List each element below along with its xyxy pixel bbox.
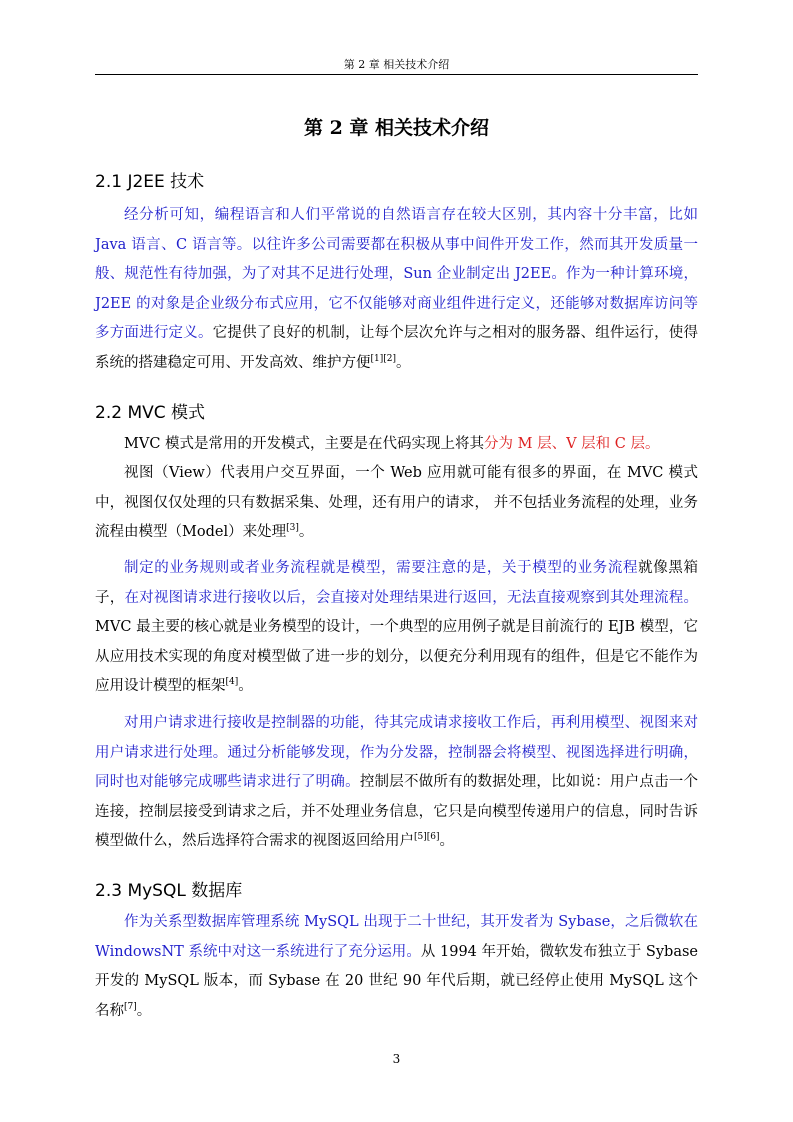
- chapter-title: 第 2 章 相关技术介绍: [303, 117, 490, 139]
- body-text: 视图（View）代表用户交互界面，一个 Web 应用就可能有很多的界面，在 MVC 模式中，视图仅仅处理的只有数据采集、处理，还有用户的请求， 并不包括业务流程的处理，业务流程由模型（Model）来处理: [95, 465, 698, 540]
- mvc-paragraph-2: 视图（View）代表用户交互界面，一个 Web 应用就可能有很多的界面，在 MVC 模式中，视图仅仅处理的只有数据采集、处理，还有用户的请求， 并不包括业务流程的处理，业务流程由模型（Model）来处理[3]。: [95, 465, 698, 540]
- section-2-1-paragraph: 经分析可知，编程语言和人们平常说的自然语言存在较大区别，其内容十分丰富，比如 Java 语言、C 语言等。以往许多公司需要都在积极从事中间件开发工作，然而其开发质量一般、规范性有待加强，为了对其不足进行处理，Sun 企业制定出 J2EE。作为一种计算环境，J2EE 的对象是企业级分布式应用，它不仅能够对商业组件进行定义，还能够对数据库访问等多方面进行定义。它提供了良好的机制，让每个层次允许与之相对的服务器、组件运行，使得系统的搭建稳定可用、开发高效、维护方便[1][2]。: [95, 207, 699, 371]
- citation: [7]: [124, 1001, 137, 1012]
- header-rule: [95, 74, 698, 75]
- body-text: 从 1994 年开始，微软发布独立于 Sybase 开发的 MySQL 版本，而 Sybase 在 20 世纪 90 年代后期，就已经停止使用 MySQL 这个名称: [95, 943, 698, 1019]
- page-number: 3: [392, 1052, 401, 1066]
- body-text: MVC 最主要的核心就是业务模型的设计，一个典型的应用例子就是目前流行的 EJB 模型，它从应用技术实现的角度对模型做了进一步的划分，以便充分利用现有的组件，但是它不能作为应用设计模型的框架: [95, 619, 698, 694]
- citation: [3]: [286, 523, 299, 534]
- highlighted-red-text: 分为 M 层、V 层和 C 层。: [484, 436, 660, 452]
- mysql-paragraph: 作为关系型数据库管理系统 MySQL 出现于二十世纪，其开发者为 Sybase，之后微软在 WindowsNT 系统中对这一系统进行了充分运用。从 1994 年开始，微软发布独立于 Sybase 开发的 MySQL 版本，而 Sybase 在 20 世纪 90 年代后期，就已经停止使用 MySQL 这个名称[7]。: [95, 914, 698, 1019]
- mvc-paragraph-4: 对用户请求进行接收是控制器的功能，待其完成请求接收工作后，再利用模型、视图来对用户请求进行处理。通过分析能够发现，作为分发器，控制器会将模型、视图选择进行明确，同时也对能够完成哪些请求进行了明确。控制层不做所有的数据处理，比如说：用户点击一个连接，控制层接受到请求之后，并不处理业务信息，它只是向模型传递用户的信息，同时告诉模型做什么，然后选择符合需求的视图返回给用户[5][6]。: [95, 715, 699, 849]
- body-text: MVC 模式是常用的开发模式，主要是在代码实现上将其: [124, 436, 485, 452]
- mvc-paragraph-1: [95, 430, 698, 460]
- highlighted-text: 作为关系型数据库管理系统 MySQL 出现于二十世纪，其开发者为 Sybase，之后微软在 WindowsNT 系统中对这一系统进行了充分运用。: [95, 914, 698, 960]
- highlighted-text: 在对视图请求进行接收以后，会直接对处理结果进行返回，无法直接观察到其处理流程。: [124, 589, 699, 606]
- citation: [5][6]: [414, 832, 440, 843]
- highlighted-text: 制定的业务规则或者业务流程就是模型，需要注意的是，关于模型的业务流程: [124, 560, 639, 576]
- mvc-paragraph-3: 制定的业务规则或者业务流程就是模型，需要注意的是，关于模型的业务流程就像黑箱子，在对视图请求进行接收以后，会直接对处理结果进行返回，无法直接观察到其处理流程。MVC 最主要的核心就是业务模型的设计，一个典型的应用例子就是目前流行的 EJB 模型，它从应用技术实现的角度对模型做了进一步的划分，以便充分利用现有的组件，但是它不能作为应用设计模型的框架[4]。: [95, 560, 699, 694]
- running-header: 第 2 章 相关技术介绍: [343, 58, 450, 71]
- body-text: 控制层不做所有的数据处理，比如说：用户点击一个连接，控制层接受到请求之后，并不处理业务信息，它只是向模型传递用户的信息，同时告诉模型做什么，然后选择符合需求的视图返回给用户: [95, 774, 699, 849]
- section-2-2-heading: 2.2 MVC 模式: [95, 403, 206, 423]
- body-text: 它提供了良好的机制，让每个层次允许与之相对的服务器、组件运行，使得系统的搭建稳定可用、开发高效、维护方便: [95, 325, 699, 371]
- highlighted-text: 经分析可知，编程语言和人们平常说的自然语言存在较大区别，其内容十分丰富，比如 Java 语言、C 语言等。以往许多公司需要都在积极从事中间件开发工作，然而其开发质量一般、规范性有待加强，为了对其不足进行处理，Sun 企业制定出 J2EE。作为一种计算环境，J2EE 的对象是企业级分布式应用，它不仅能够对商业组件进行定义，还能够对数据库访问等多方面进行定义。: [95, 207, 698, 341]
- body-text: 就像黑箱子，: [95, 560, 699, 606]
- highlighted-text: 对用户请求进行接收是控制器的功能，待其完成请求接收工作后，再利用模型、视图来对用户请求进行处理。通过分析能够发现，作为分发器，控制器会将模型、视图选择进行明确，同时也对能够完成哪些请求进行了明确。: [95, 715, 698, 790]
- citation: [1][2]: [370, 353, 396, 364]
- citation: [4]: [225, 677, 239, 688]
- section-2-3-heading: 2.3 MySQL 数据库: [95, 881, 243, 901]
- section-2-1-heading: 2.1 J2EE 技术: [95, 172, 205, 192]
